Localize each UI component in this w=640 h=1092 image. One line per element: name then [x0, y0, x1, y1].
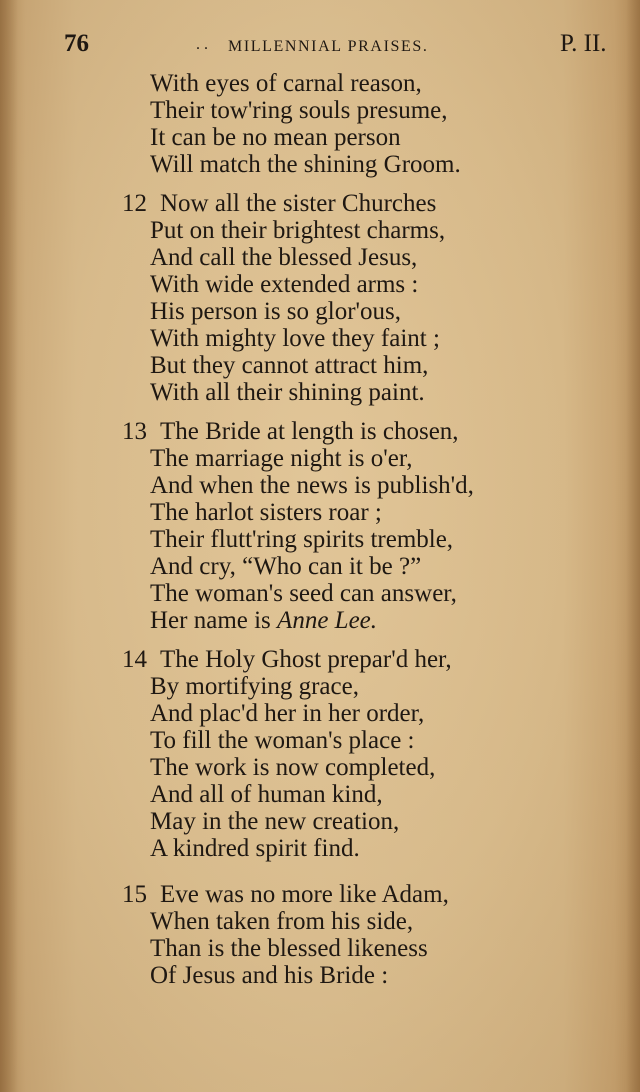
stanza-gap [0, 862, 640, 881]
running-title: MILLENNIAL PRAISES. [228, 38, 429, 55]
verse-line: When taken from his side, [150, 908, 414, 935]
stanza-gap [0, 178, 640, 190]
stanza-gap [0, 406, 640, 418]
verse-line: 15 Eve was no more like Adam, [122, 881, 449, 908]
stanza-14 [0, 646, 640, 862]
verse-line: 14 The Holy Ghost prepar'd her, [122, 646, 452, 673]
verse-line: His person is so glor'ous, [150, 298, 402, 325]
verse-line: With all their shining paint. [150, 379, 425, 406]
verse-line: May in the new creation, [150, 808, 400, 835]
verse-line: The work is now completed, [150, 754, 436, 781]
verse-line: Than is the blessed likeness [150, 935, 428, 962]
page-number: 76 [64, 30, 89, 57]
verse-line: And all of human kind, [150, 781, 383, 808]
stanza-continued [0, 70, 640, 178]
verse-line: 12 Now all the sister Churches [122, 190, 437, 217]
verse-line: Their tow'ring souls presume, [150, 97, 448, 124]
verse-line: A kindred spirit find. [150, 835, 360, 862]
verse-line: The woman's seed can answer, [150, 580, 457, 607]
verse-line: The marriage night is o'er, [150, 445, 413, 472]
verse-line: And cry, “Who can it be ?” [150, 553, 422, 580]
part-label: P. II. [560, 30, 607, 57]
verse-line: Her name is Anne Lee. [150, 607, 378, 634]
verse-line: By mortifying grace, [150, 673, 359, 700]
verse-line: Will match the shining Groom. [150, 151, 461, 178]
stanza-number: 13 [122, 418, 147, 445]
verse-line: With mighty love they faint ; [150, 325, 440, 352]
hymn-text [0, 70, 640, 989]
stanza-12 [0, 190, 640, 406]
stanza-gap [0, 634, 640, 646]
verse-line: And when the news is publish'd, [150, 472, 474, 499]
running-header [0, 30, 640, 66]
stanza-15 [0, 881, 640, 989]
verse-line: But they cannot attract him, [150, 352, 429, 379]
stanza-13 [0, 418, 640, 634]
verse-line: And call the blessed Jesus, [150, 244, 418, 271]
verse-line: Their flutt'ring spirits tremble, [150, 526, 454, 553]
verse-line: With eyes of carnal reason, [150, 70, 422, 97]
stanza-number: 12 [122, 190, 147, 217]
verse-line: 13 The Bride at length is chosen, [122, 418, 459, 445]
verse-line: To fill the woman's place : [150, 727, 415, 754]
verse-line: The harlot sisters roar ; [150, 499, 382, 526]
header-dots: . . [196, 36, 208, 53]
verse-line: It can be no mean person [150, 124, 401, 151]
italic-name: Anne Lee. [277, 607, 378, 634]
verse-line: Put on their brightest charms, [150, 217, 446, 244]
verse-line: Of Jesus and his Bride : [150, 962, 389, 989]
verse-line: And plac'd her in her order, [150, 700, 425, 727]
stanza-number: 15 [122, 881, 147, 908]
stanza-number: 14 [122, 646, 147, 673]
verse-line: With wide extended arms : [150, 271, 419, 298]
